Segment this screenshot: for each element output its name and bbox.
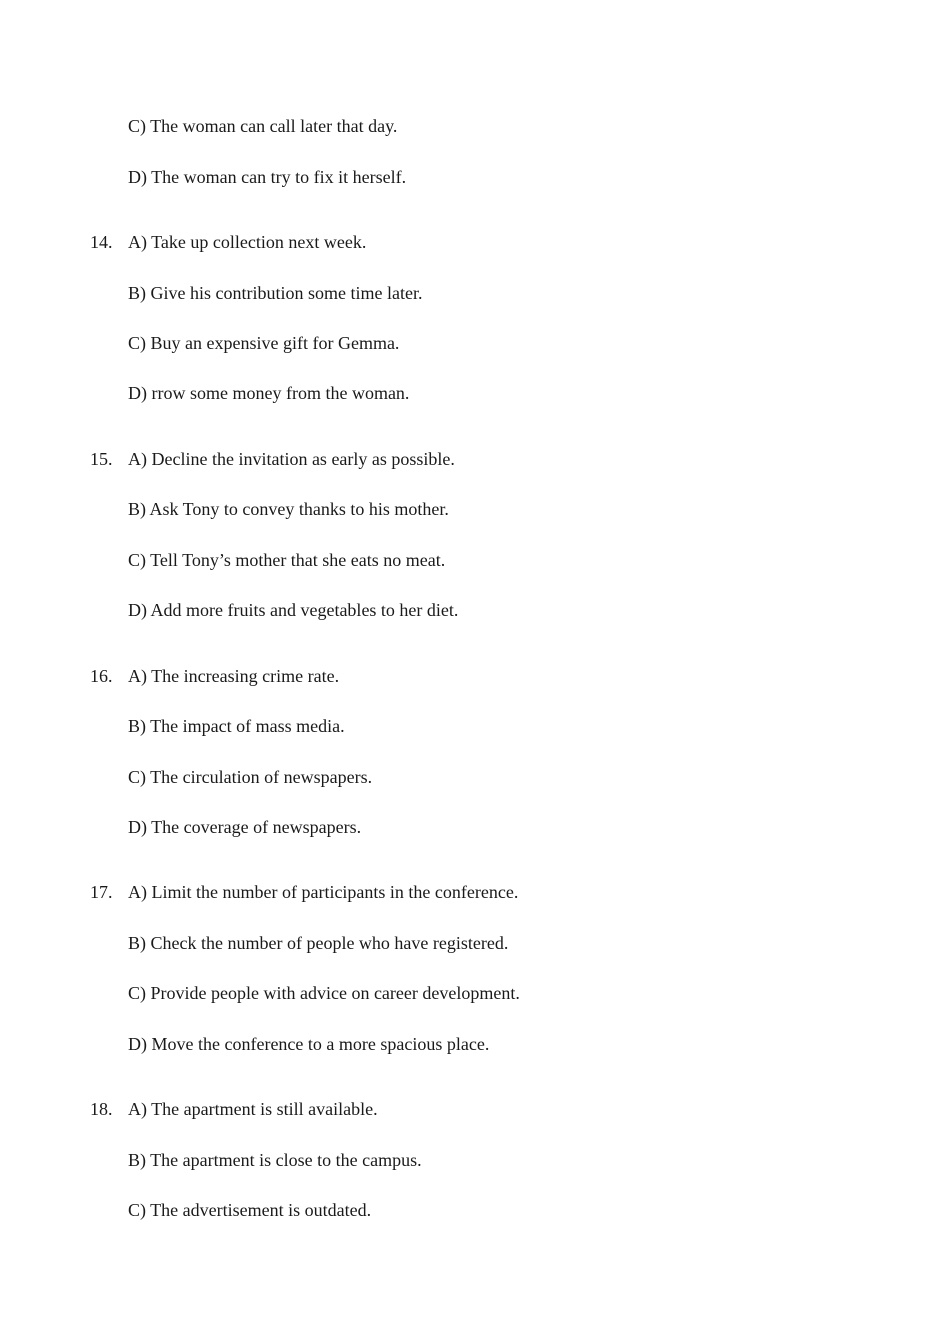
- question-14-option-b: B) Give his contribution some time later.: [128, 283, 423, 303]
- question-17-option-d: D) Move the conference to a more spacious place.: [128, 1034, 490, 1054]
- question-17-option-a: A) Limit the number of participants in the conference.: [128, 882, 519, 902]
- question-number-18: 18.: [90, 1099, 113, 1119]
- question-15-option-c: C) Tell Tony’s mother that she eats no meat.: [128, 550, 446, 570]
- question-16-option-a: A) The increasing crime rate.: [128, 666, 340, 686]
- question-15-option-d: D) Add more fruits and vegetables to her diet.: [128, 600, 459, 620]
- option-d-continued: D) The woman can try to fix it herself.: [128, 167, 407, 187]
- question-17-option-c: C) Provide people with advice on career development.: [128, 983, 520, 1003]
- question-14-option-d: D) rrow some money from the woman.: [128, 383, 410, 403]
- question-15-option-b: B) Ask Tony to convey thanks to his mother.: [128, 499, 449, 519]
- question-16-option-d: D) The coverage of newspapers.: [128, 817, 362, 837]
- question-number-16: 16.: [90, 666, 113, 686]
- question-14-option-a: A) Take up collection next week.: [128, 232, 367, 252]
- question-16-option-c: C) The circulation of newspapers.: [128, 767, 373, 787]
- question-number-17: 17.: [90, 882, 113, 902]
- question-15-option-a: A) Decline the invitation as early as possible.: [128, 449, 455, 469]
- question-number-15: 15.: [90, 449, 113, 469]
- question-number-14: 14.: [90, 232, 113, 252]
- question-18-option-c: C) The advertisement is outdated.: [128, 1200, 372, 1220]
- question-18-option-b: B) The apartment is close to the campus.: [128, 1150, 422, 1170]
- question-18-option-a: A) The apartment is still available.: [128, 1099, 378, 1119]
- question-14-option-c: C) Buy an expensive gift for Gemma.: [128, 333, 400, 353]
- question-16-option-b: B) The impact of mass media.: [128, 716, 345, 736]
- option-c-continued: C) The woman can call later that day.: [128, 116, 398, 136]
- question-17-option-b: B) Check the number of people who have registered.: [128, 933, 509, 953]
